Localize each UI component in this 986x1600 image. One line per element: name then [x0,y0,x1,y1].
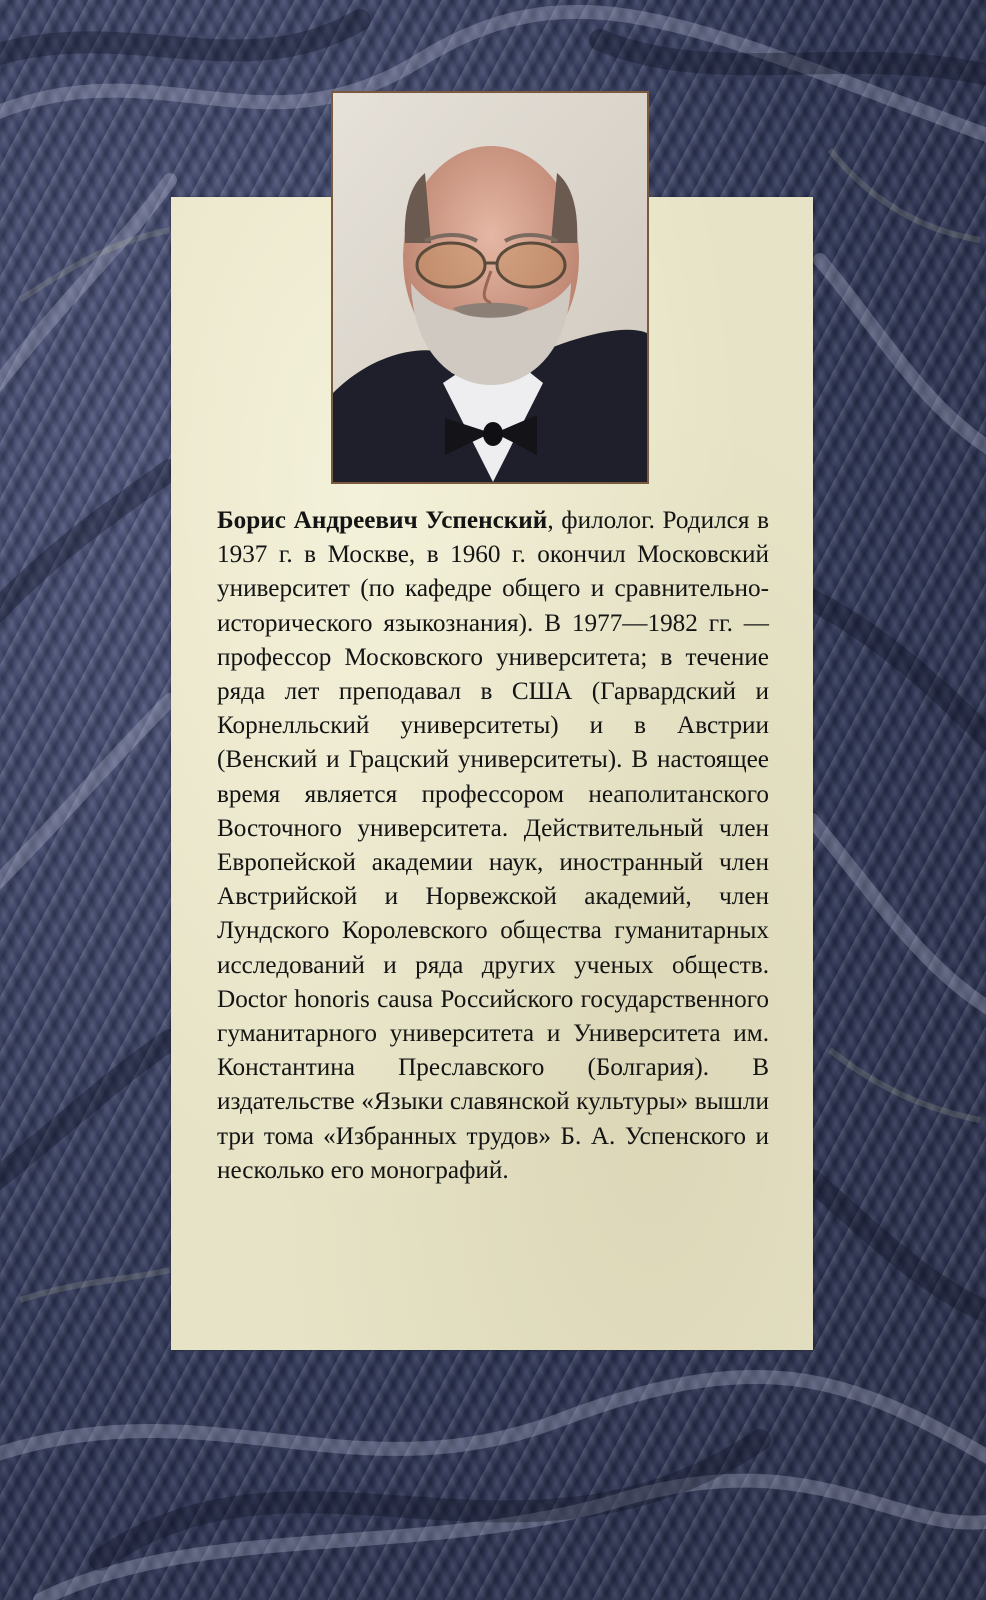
author-portrait-photo [331,91,649,484]
portrait-icon [333,93,647,482]
author-biography [217,504,769,1188]
biography-text: , филолог. Родился в 1937 г. в Москве, в 1960 г. окончил Московский университет (по кафедре общего и сравнительно-исторического языкознания). В 1977—1982 гг. — профессор Московского университета; в течение ряда лет преподавал в США (Гарвардский и Корнелльский университеты) и в Австрии (Венский и Грацский университеты). В настоящее время является профессором неаполитанского Восточного университета. Действительный член Европейской академии наук, иностранный член Австрийской и Норвежской академий, член Лундского Королевского общества гуманитарных исследований и ряда других ученых обществ. Doctor honoris causa Российского государственного гуманитарного университета и Университета им. Константина Преславского (Болгария). В издательстве «Языки славянской культуры» вышли три тома «Избранных трудов» Б. А. Успенского и несколько его монографий. [217,507,769,1184]
author-name: Борис Андреевич Успенский [217,507,548,534]
